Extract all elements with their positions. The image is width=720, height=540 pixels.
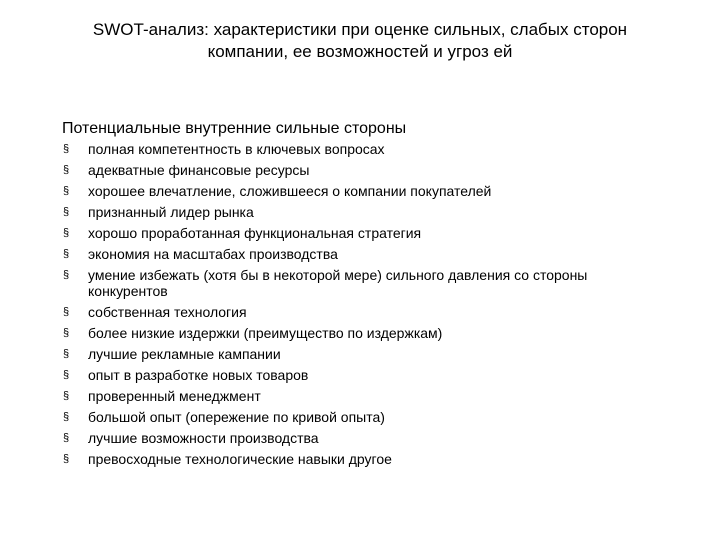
list-item (60, 246, 660, 262)
list-item-text: проверенный менеджмент (88, 388, 261, 404)
bullet-icon: § (62, 185, 70, 197)
list-item-text: лучшие возможности производства (88, 430, 319, 446)
bullet-icon: § (62, 227, 70, 239)
strengths-list (60, 141, 660, 472)
list-item (60, 183, 660, 199)
list-item (60, 141, 660, 157)
list-item (60, 225, 660, 241)
list-item (60, 367, 660, 383)
list-item (60, 325, 660, 341)
slide-title-line-2: компании, ее возможностей и угроз ей (207, 42, 513, 61)
list-item-text: хорошо проработанная функциональная стратегия (88, 225, 422, 241)
list-item-text: более низкие издержки (преимущество по издержкам) (88, 325, 443, 341)
bullet-icon: § (62, 164, 70, 176)
bullet-icon: § (62, 206, 70, 218)
list-item (60, 346, 660, 362)
list-item-text: умение избежать (хотя бы в некоторой мере) сильного давления со стороны конкурентов (88, 267, 588, 299)
list-item-text: лучшие рекламные кампании (88, 346, 281, 362)
bullet-icon: § (62, 306, 70, 318)
bullet-icon: § (62, 269, 70, 281)
bullet-icon: § (62, 432, 70, 444)
list-item-text: хорошее влечатление, сложившееся о компании покупателей (88, 183, 492, 199)
list-item-text: собственная технология (88, 304, 247, 320)
list-item (60, 267, 660, 299)
list-item-text: превосходные технологические навыки другое (88, 451, 392, 467)
list-item (60, 409, 660, 425)
bullet-icon: § (62, 327, 70, 339)
bullet-icon: § (62, 390, 70, 402)
bullet-icon: § (62, 248, 70, 260)
list-item (60, 430, 660, 446)
list-item (60, 162, 660, 178)
bullet-icon: § (62, 453, 70, 465)
bullet-icon: § (62, 411, 70, 423)
slide-title (40, 19, 680, 63)
list-item (60, 304, 660, 320)
bullet-icon: § (62, 369, 70, 381)
list-item (60, 451, 660, 467)
list-item-text: признанный лидер рынка (88, 204, 254, 220)
list-item-text: полная компетентность в ключевых вопросах (88, 141, 385, 157)
list-item-text: экономия на масштабах производства (88, 246, 338, 262)
list-item-text: адекватные финансовые ресурсы (88, 162, 310, 178)
list-item (60, 204, 660, 220)
list-item (60, 388, 660, 404)
list-item-text: опыт в разработке новых товаров (88, 367, 309, 383)
section-heading: Потенциальные внутренние сильные стороны (62, 120, 407, 137)
slide-title-line-1: SWOT-анализ: характеристики при оценке сильных, слабых сторон (92, 20, 628, 39)
bullet-icon: § (62, 143, 70, 155)
bullet-icon: § (62, 348, 70, 360)
list-item-text: большой опыт (опережение по кривой опыта) (88, 409, 385, 425)
